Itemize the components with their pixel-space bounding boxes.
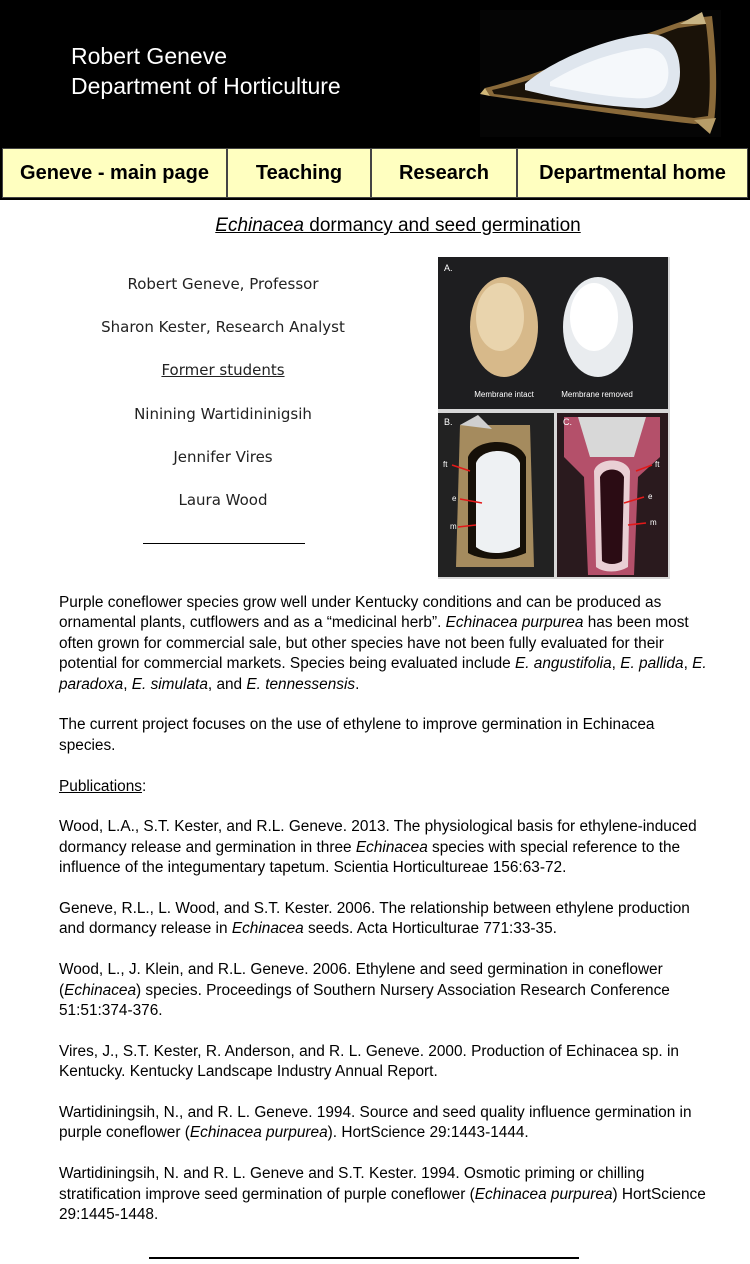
nav-departmental-home[interactable] <box>517 148 748 198</box>
nav-geneve-main-page[interactable] <box>2 148 227 198</box>
person-analyst: Sharon Kester, Research Analyst <box>101 318 345 337</box>
seed-section-image <box>480 10 721 137</box>
page-title-rest: dormancy and seed germination <box>304 215 581 236</box>
species-name: E. simulata <box>131 675 208 693</box>
project-paragraph: The current project focuses on the use of ethylene to improve germination in Echinacea species. <box>59 716 655 754</box>
caption-membrane-removed: Membrane removed <box>561 390 633 399</box>
page-title <box>0 215 750 237</box>
pub-text: ) HortScience 29:1445-1448. <box>59 1185 706 1224</box>
label-e-c: e <box>648 492 653 501</box>
publications-heading <box>59 777 711 797</box>
separator: . <box>355 675 360 693</box>
pub-text: species with special reference to the influence of the integumentary tapetum. Scientia Horticultureae 156:63-72. <box>59 838 681 877</box>
nav-label: Research <box>398 161 490 184</box>
panel-b-label: B. <box>444 417 453 427</box>
pub-text: ). HortScience 29:1443-1444. <box>327 1124 529 1142</box>
publication-item <box>59 899 711 940</box>
nav-label: Geneve - main page <box>20 161 209 184</box>
pub-text: ) species. Proceedings of Southern Nursery Association Research Conference 51:51:374-376. <box>59 981 670 1020</box>
page-header <box>0 0 750 145</box>
intro-text: Purple coneflower species grow well under Kentucky conditions and can be produced as ornamental plants, cutflowers and as a “medicinal herb”. <box>59 594 662 632</box>
publication-item <box>59 1164 711 1225</box>
pub-text: Wood, L., J. Klein, and R.L. Geneve. 2006. Ethylene and seed germination in coneflower ( <box>59 961 663 999</box>
nav-label: Teaching <box>255 161 343 184</box>
pub-text: Geneve, R.L., L. Wood, and S.T. Kester. 2006. The relationship between ethylene production and dormancy release in <box>59 900 690 938</box>
pub-text: Wood, L.A., S.T. Kester, and R.L. Geneve. 2013. The physiological basis for ethylene-induced dormancy release and germination in three <box>59 818 697 856</box>
pub-italic: Echinacea purpurea <box>474 1185 613 1203</box>
seed-dissection-figure <box>438 257 670 579</box>
pub-italic: Echinacea <box>355 838 428 856</box>
publication-item <box>59 960 711 1021</box>
pub-text: seeds. Acta Horticulturae 771:33-35. <box>303 920 557 938</box>
species-name: E. paradoxa <box>59 655 707 693</box>
nav-label: Departmental home <box>539 161 726 184</box>
separator: , and <box>207 675 247 693</box>
page-title-genus: Echinacea <box>215 215 304 236</box>
publications-link[interactable]: Publications <box>59 777 142 795</box>
panel-c-label: C. <box>563 417 572 427</box>
pub-italic: Echinacea purpurea <box>189 1124 328 1142</box>
species-name: E. angustifolia <box>514 655 612 673</box>
footer-divider <box>149 1257 579 1259</box>
species-name: Echinacea purpurea <box>445 614 584 632</box>
label-m: m <box>450 522 457 531</box>
species-name: E. tennessensis <box>246 675 356 693</box>
label-m-c: m <box>650 518 657 527</box>
label-ft-c: ft <box>655 460 660 469</box>
label-e: e <box>452 494 457 503</box>
separator: , <box>683 655 693 673</box>
nav-teaching[interactable] <box>227 148 371 198</box>
publication-item <box>59 1103 711 1144</box>
main-navigation <box>0 145 750 200</box>
pub-italic: Echinacea <box>231 920 304 938</box>
intro-text: has been most often grown for commercial sale, but other species have not been fully evaluated for their potential for commercial markets. Species being evaluated include <box>59 614 689 673</box>
main-content <box>59 593 711 1246</box>
former-students-link[interactable]: Former students <box>161 361 285 380</box>
student-name: Jennifer Vires <box>173 447 273 466</box>
species-name: E. pallida <box>620 655 684 673</box>
intro-paragraph <box>59 593 711 695</box>
header-name: Robert Geneve <box>71 43 227 69</box>
student-name: Laura Wood <box>178 490 268 509</box>
colon: : <box>142 777 147 795</box>
separator: , <box>611 655 621 673</box>
pub-text: Vires, J., S.T. Kester, R. Anderson, and R. L. Geneve. 2000. Production of Echinacea sp. in Kentucky. Kentucky Landscape Industry Annual Report. <box>59 1042 679 1081</box>
student-name: Ninining Wartidininigsih <box>134 404 312 423</box>
header-title <box>71 41 341 101</box>
people-list <box>70 270 376 529</box>
pub-text: Wartidiningsih, N. and R. L. Geneve and S.T. Kester. 1994. Osmotic priming or chilling stratification improve seed germination of purple coneflower ( <box>59 1165 645 1203</box>
publication-item <box>59 817 711 878</box>
pub-italic: Echinacea <box>64 981 137 999</box>
publication-item <box>59 1042 711 1083</box>
nav-research[interactable] <box>371 148 517 198</box>
person-professor: Robert Geneve, Professor <box>127 275 319 293</box>
separator: , <box>123 675 132 693</box>
pub-text: Wartidiningsih, N., and R. L. Geneve. 1994. Source and seed quality influence germination in purple coneflower ( <box>59 1104 692 1142</box>
page-title-text <box>215 215 580 236</box>
caption-membrane-intact: Membrane intact <box>474 390 534 399</box>
panel-a-label: A. <box>444 263 453 273</box>
header-department: Department of Horticulture <box>71 73 341 99</box>
label-ft: ft <box>443 460 448 469</box>
people-divider <box>143 543 305 544</box>
